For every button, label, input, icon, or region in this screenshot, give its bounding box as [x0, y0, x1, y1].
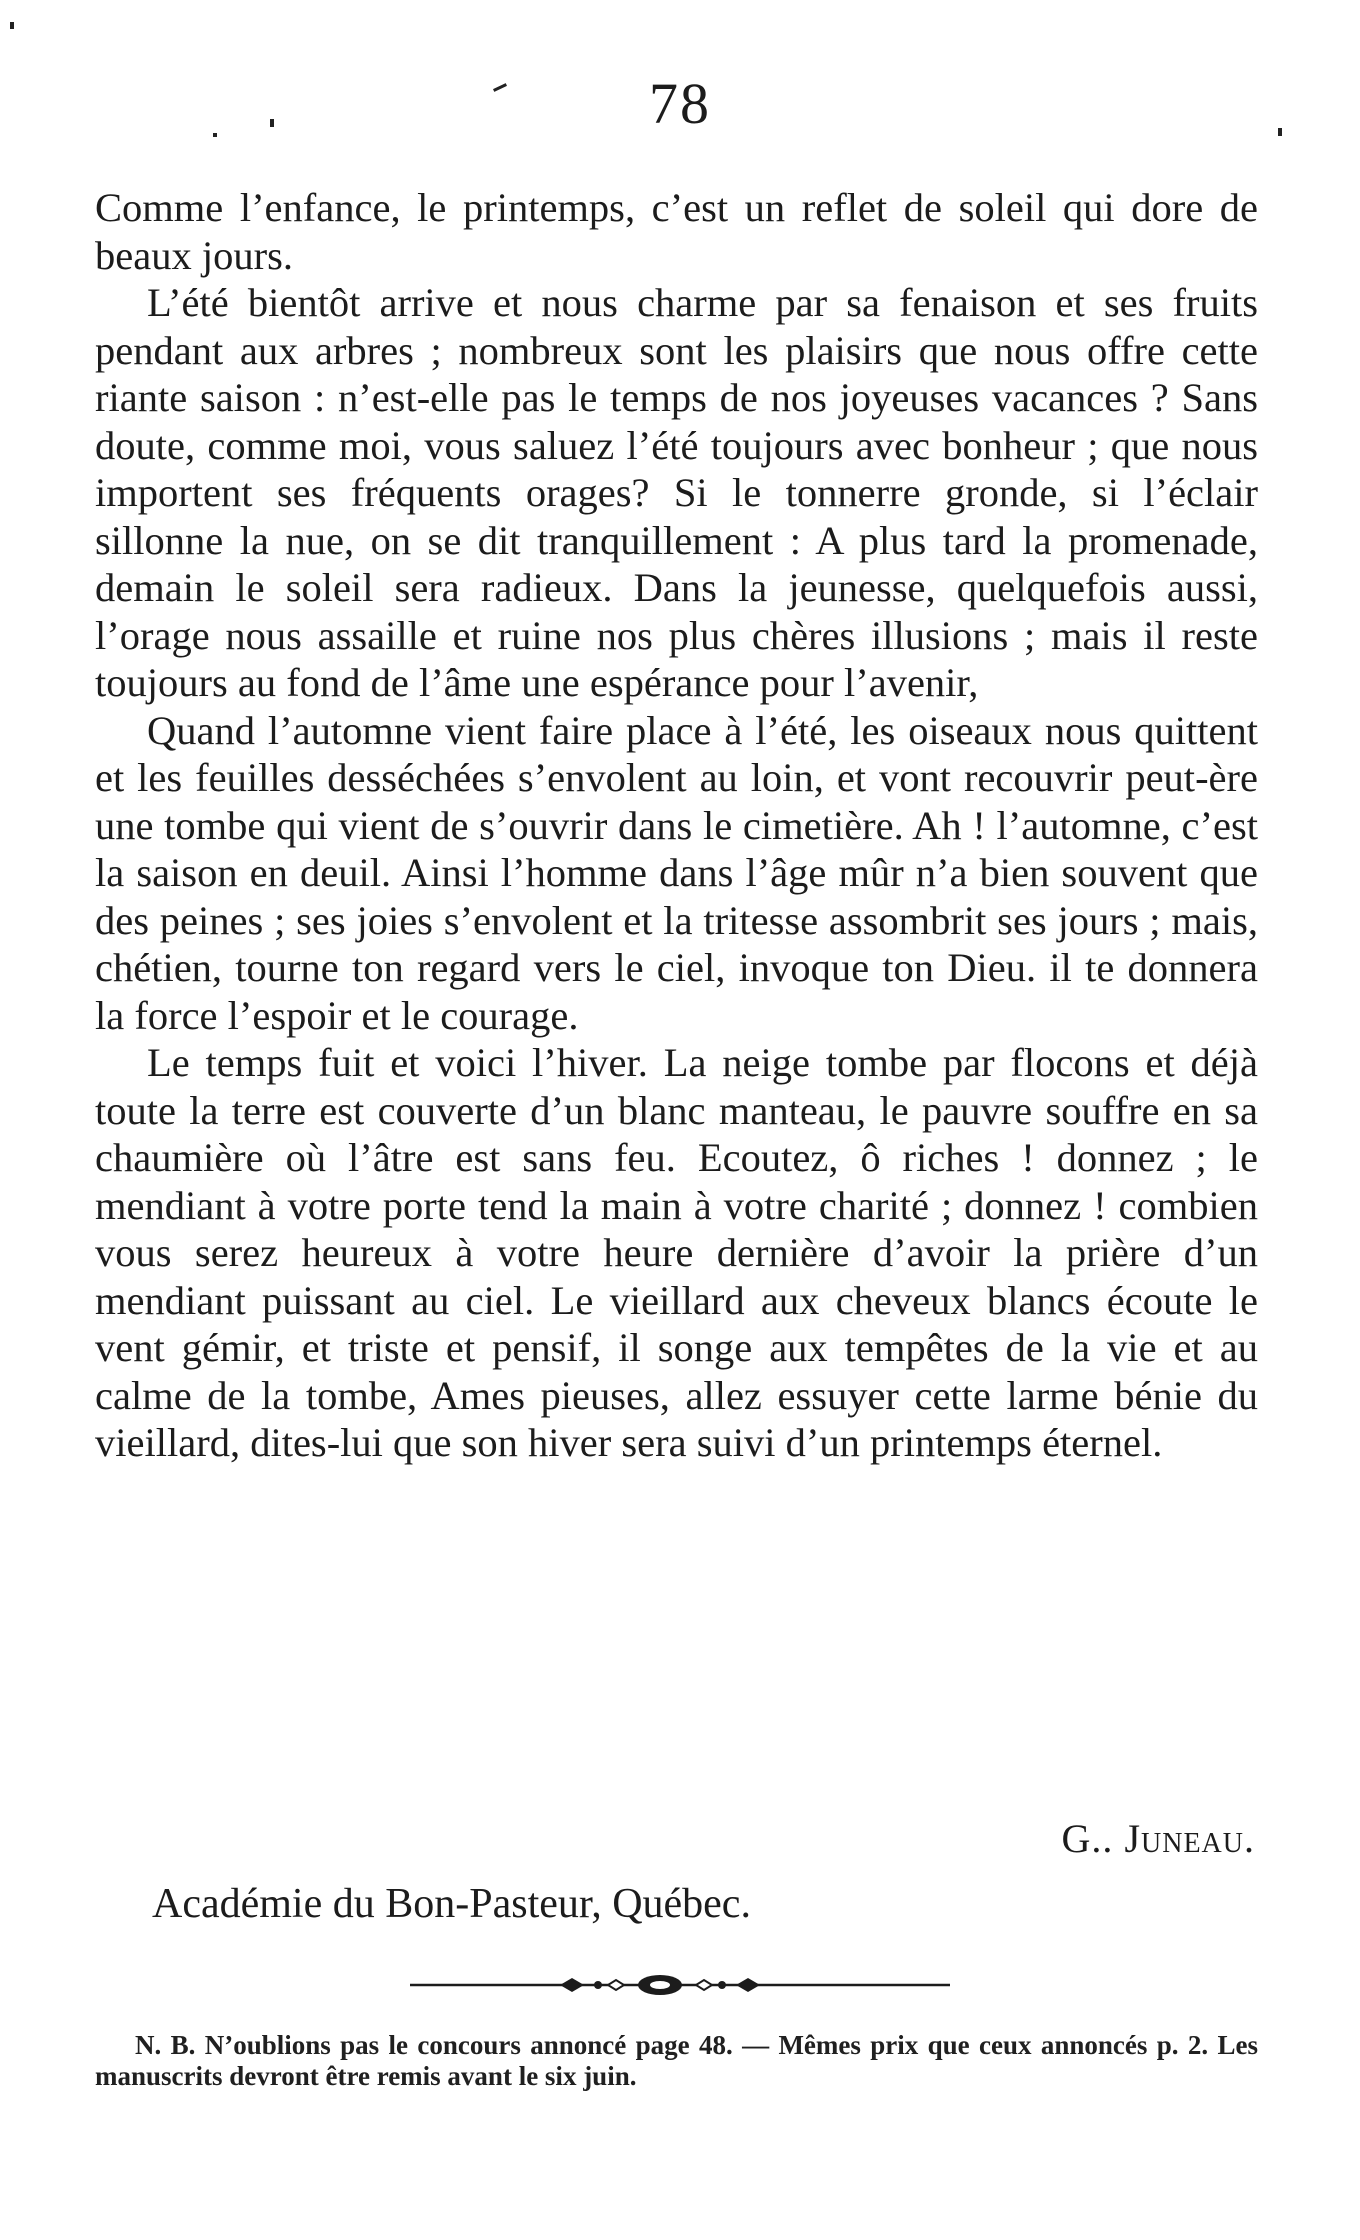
paragraph: Le temps fuit et voici l’hiver. La neige tombe par flocons et déjà toute la terre est couverte d’un blanc manteau, le pauvre souffre en sa chaumière où l’âtre est sans feu. Ecoutez, ô riches ! donnez ; le mendiant à votre porte tend la main à votre charité ; donnez ! combien vous serez heureux à votre heure dernière d’avoir la prière d’un mendiant puissant au ciel. Le vieillard aux cheveux blancs écoute le vent gémir, et triste et pensif, il songe aux tempêtes de la vie et au calme de la tombe, Ames pieuses, allez essuyer cette larme bénie du vieillard, dites-lui que son hiver sera suivi d’un printemps éternel. [95, 1040, 1258, 1465]
paragraph: Quand l’automne vient faire place à l’été, les oiseaux nous quittent et les feuilles desséchées s’envolent au loin, et vont recouvrir peut-ère une tombe qui vient de s’ouvrir dans le cimetière. Ah ! l’automne, c’est la saison en deuil. Ainsi l’homme dans l’âge mûr n’a bien souvent que des peines ; ses joies s’envolent et la tritesse assombrit ses jours ; mais, chétien, tourne ton regard vers le ciel, invoque ton Dieu. il te donnera la force l’espoir et le courage. [95, 707, 1258, 1038]
institution-line: Académie du Bon-Pasteur, Québec. [152, 1881, 751, 1927]
body-text [95, 184, 1258, 1467]
ornamental-rule [410, 1970, 950, 2000]
paragraph: L’été bientôt arrive et nous charme par sa fenaison et ses fruits pendant aux arbres ; nombreux sont les plaisirs que nous offre cette riante saison : n’est-elle pas le temps de nos joyeuses vacances ? Sans doute, comme moi, vous saluez l’été toujours avec bonheur ; que nous importent ses fréquents orages? Si le tonnerre gronde, si l’éclair sillonne la nue, on se dit tranquillement : A plus tard la promenade, demain le soleil sera radieux. Dans la jeunesse, quelquefois aussi, l’orage nous assaille et ruine nos plus chères illusions ; mais il reste toujours au fond de l’âme une espérance pour l’avenir, [95, 280, 1258, 705]
footnote-text: N. B. N’oublions pas le concours annoncé page 48. — Mêmes prix que ceux annoncés p. 2. Les manuscrits devront être remis avant le six juin. [95, 2030, 1258, 2091]
footnote [95, 2030, 1258, 2092]
page-number: 78 [649, 71, 711, 136]
author-initial: G.. [1061, 1816, 1114, 1861]
paragraph: Comme l’enfance, le printemps, c’est un reflet de soleil qui dore de beaux jours. [95, 185, 1258, 278]
author-signature [1062, 1815, 1255, 1862]
scan-speck [10, 22, 14, 29]
author-surname: Juneau. [1124, 1816, 1255, 1861]
